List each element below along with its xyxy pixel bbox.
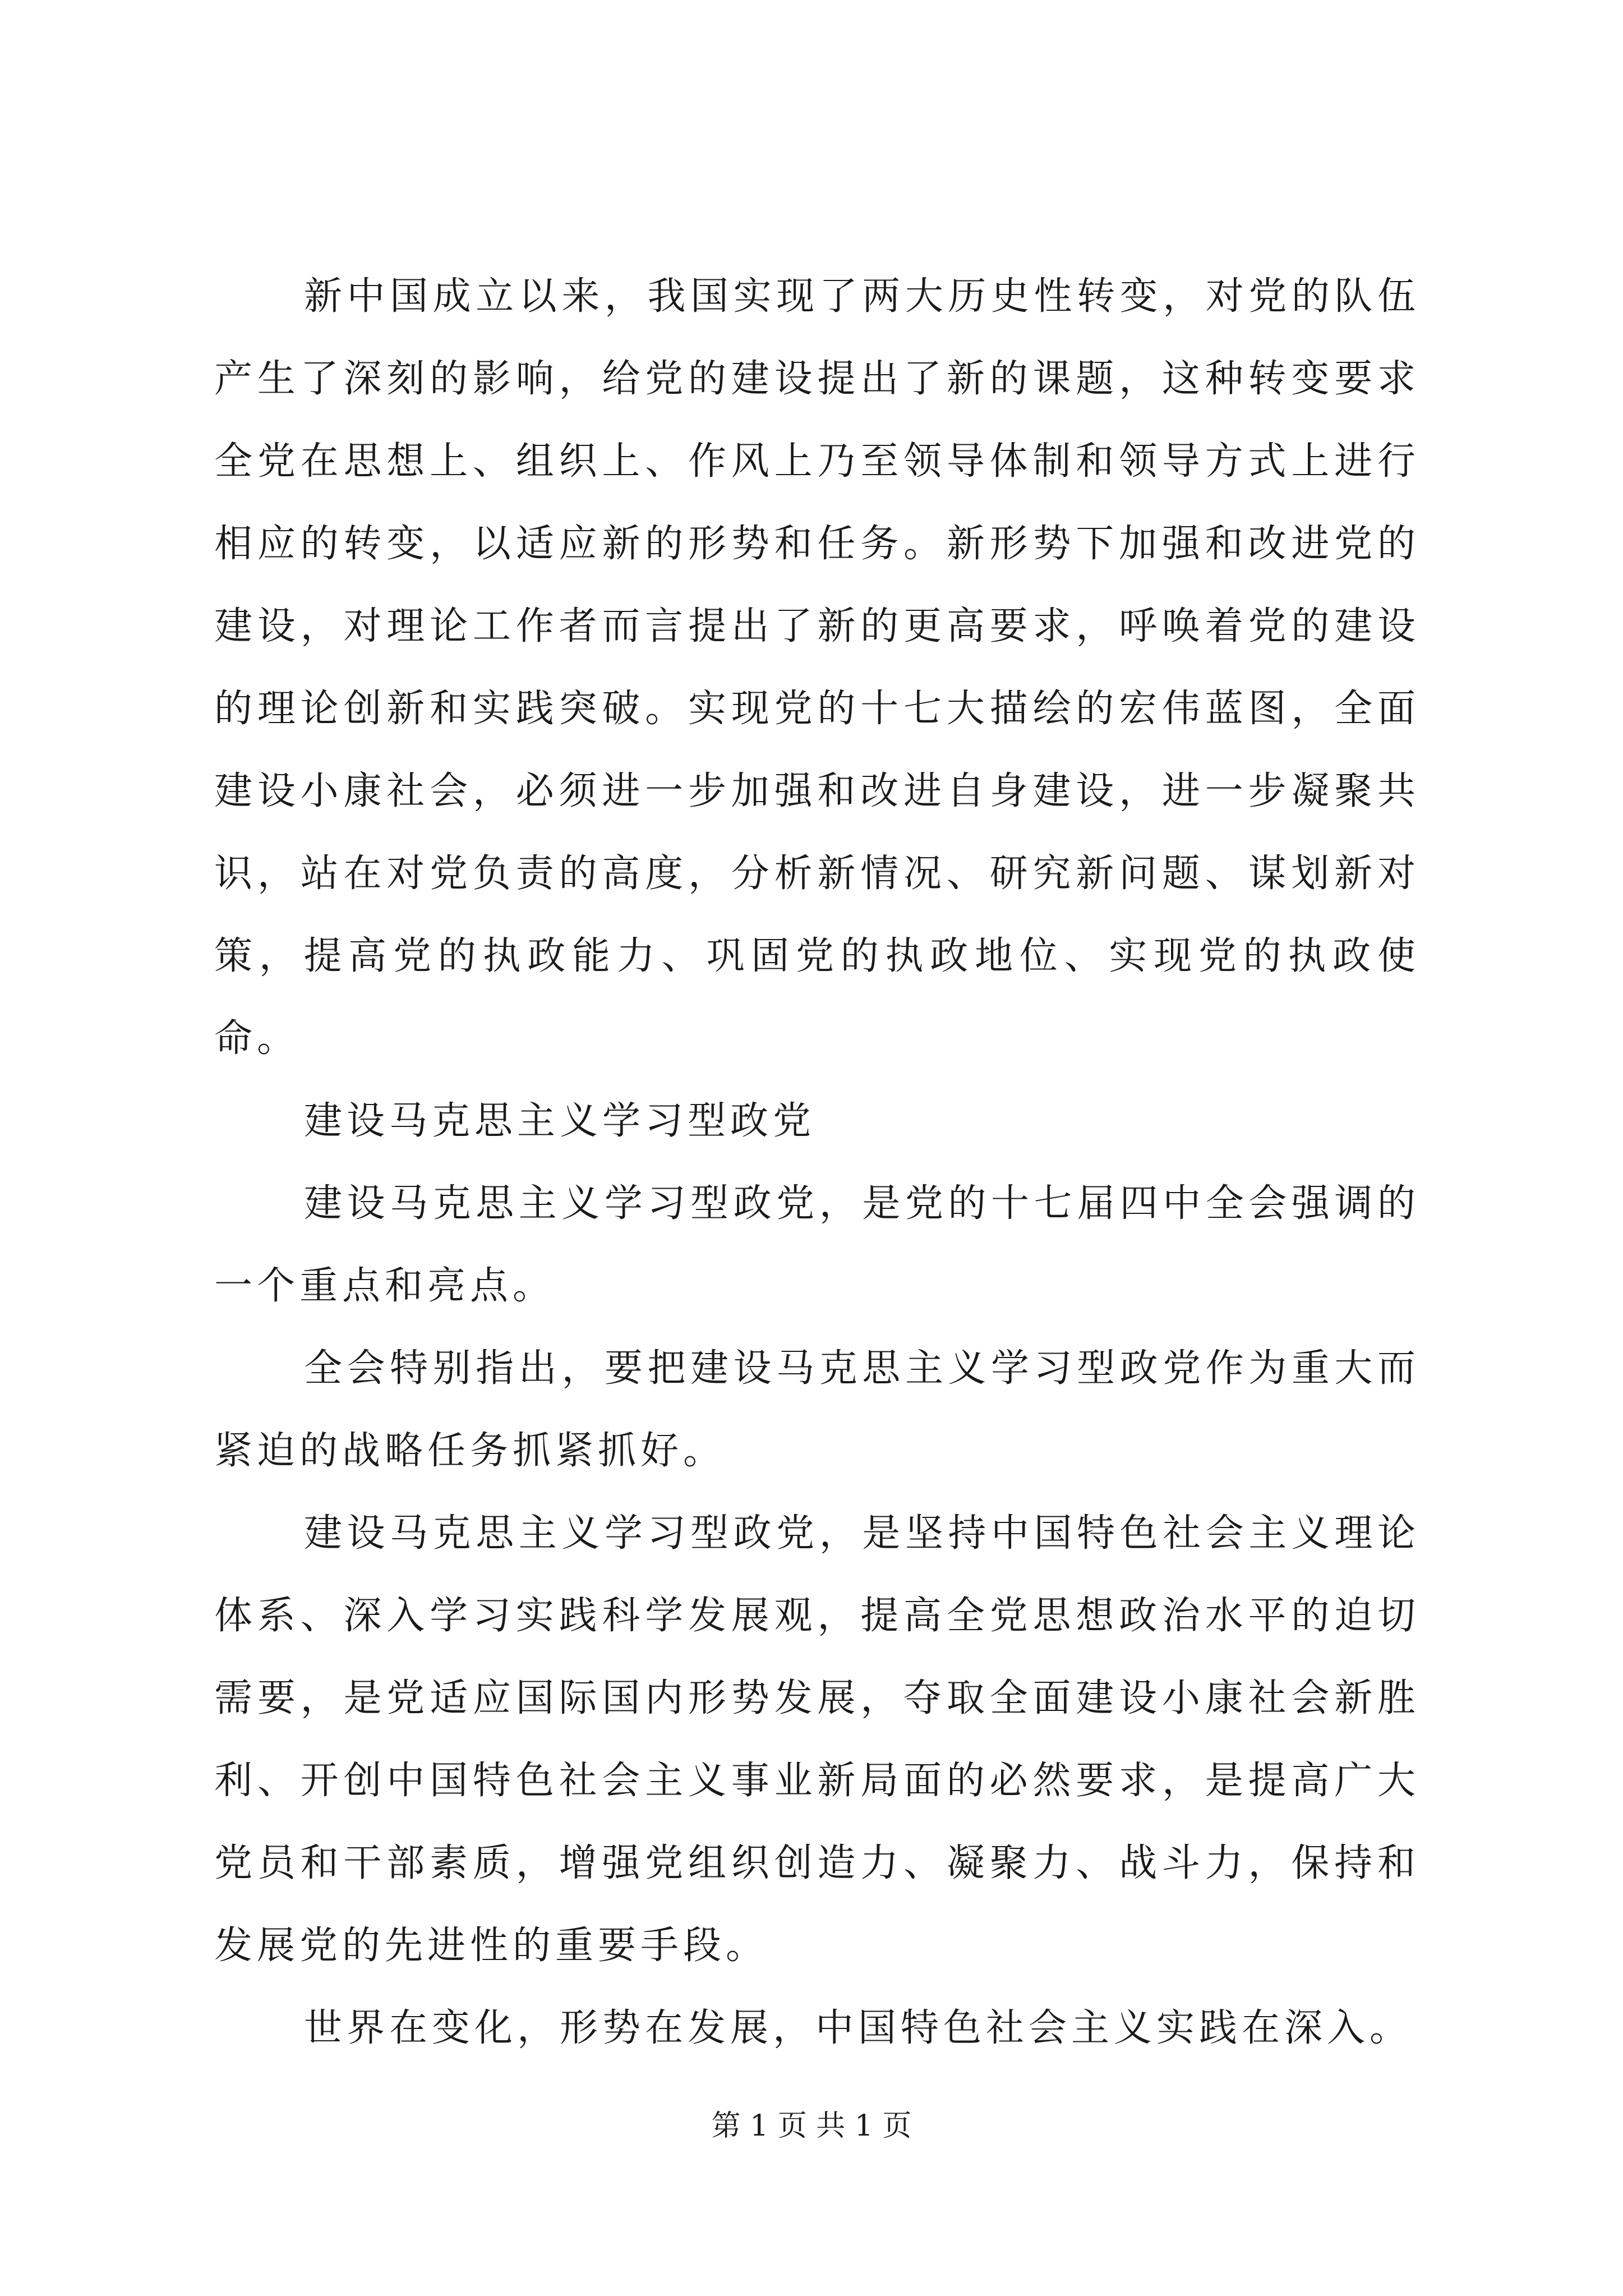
paragraph-plenary: 全会特别指出，要把建设马克思主义学习型政党作为重大而紧迫的战略任务抓紧抓好。 xyxy=(214,1346,1420,1473)
page-number-footer: 第 1 页 共 1 页 xyxy=(711,2109,912,2143)
paragraph-world: 世界在变化，形势在发展，中国特色社会主义实践在深入。 xyxy=(304,2006,1413,2050)
paragraph-intro: 新中国成立以来，我国实现了两大历史性转变，对党的队伍产生了深刻的影响，给党的建设提出了新的课题，这种转变要求全党在思想上、组织上、作风上乃至领导体制和领导方式上进行相应的转变，以适应新的形势和任务。新形势下加强和改进党的建设，对理论工作者而言提出了新的更高要求，呼唤着党的建设的理论创新和实践突破。实现党的十七大描绘的宏伟蓝图，全面建设小康社会，必须进一步加强和改进自身建设，进一步凝聚共识，站在对党负责的高度，分析新情况、研究新问题、谋划新对策，提高党的执政能力、巩固党的执政地位、实现党的执政使命。 xyxy=(214,274,1420,1061)
paragraph-learning-party: 建设马克思主义学习型政党，是党的十七届四中全会强调的一个重点和亮点。 xyxy=(214,1181,1420,1308)
document-body xyxy=(214,255,1420,2069)
section-heading: 建设马克思主义学习型政党 xyxy=(304,1099,816,1143)
paragraph-significance: 建设马克思主义学习型政党，是坚持中国特色社会主义理论体系、深入学习实践科学发展观，提高全党思想政治水平的迫切需要，是党适应国际国内形势发展，夺取全面建设小康社会新胜利、开创中国特色社会主义事业新局面的必然要求，是提高广大党员和干部素质，增强党组织创造力、凝聚力、战斗力，保持和发展党的先进性的重要手段。 xyxy=(214,1511,1420,1968)
